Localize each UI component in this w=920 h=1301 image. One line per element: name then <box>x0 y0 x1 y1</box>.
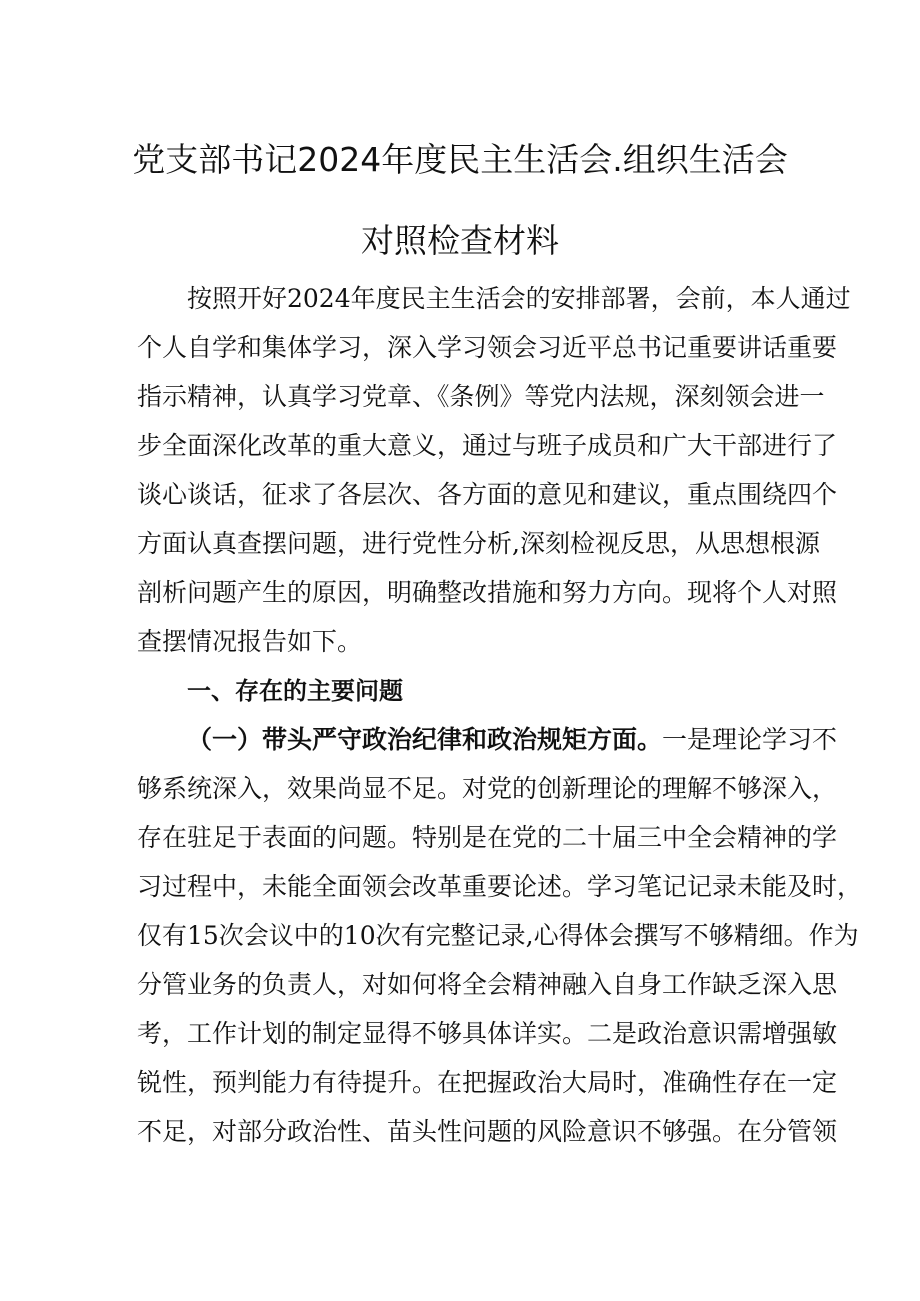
subsection-first-line-rest: 一是理论学习不 <box>662 725 838 754</box>
intro-line: 查摆情况报告如下。 <box>137 627 363 656</box>
intro-line: 步全面深化改革的重大意义，通过与班子成员和广大干部进行了 <box>137 431 838 460</box>
body-line: 分管业务的负责人，对如何将全会精神融入自身工作缺乏深入思 <box>137 970 838 999</box>
section-heading: 一、存在的主要问题 <box>187 677 403 705</box>
intro-line: 指示精神，认真学习党章、《条例》等党内法规，深刻领会进一 <box>137 382 825 411</box>
document-title-line-2: 对照检查材料 <box>361 221 559 260</box>
body-line: 习过程中，未能全面领会改革重要论述。学习笔记记录未能及时， <box>137 872 863 901</box>
body-line: 存在驻足于表面的问题。特别是在党的二十届三中全会精神的学 <box>137 823 838 852</box>
body-line: 锐性，预判能力有待提升。在把握政治大局时，准确性存在一定 <box>137 1068 838 1097</box>
intro-line: 按照开好2024年度民主生活会的安排部署，会前，本人通过 <box>187 284 851 313</box>
subsection-lead: （一）带头严守政治纪律和政治规矩方面。 <box>187 725 663 754</box>
document-title-line-1: 党支部书记2024年度民主生活会.组织生活会 <box>132 140 788 179</box>
subsection-first-line <box>187 722 838 758</box>
intro-line: 谈心谈话，征求了各层次、各方面的意见和建议，重点围绕四个 <box>137 480 838 509</box>
body-line: 够系统深入，效果尚显不足。对党的创新理论的理解不够深入， <box>137 774 838 803</box>
body-line: 仅有15次会议中的10次有完整记录,心得体会撰写不够精细。作为 <box>137 921 859 950</box>
body-line: 不足，对部分政治性、苗头性问题的风险意识不够强。在分管领 <box>137 1117 838 1146</box>
body-line: 考，工作计划的制定显得不够具体详实。二是政治意识需增强敏 <box>137 1019 838 1048</box>
intro-line: 剖析问题产生的原因，明确整改措施和努力方向。现将个人对照 <box>137 578 838 607</box>
intro-line: 个人自学和集体学习，深入学习领会习近平总书记重要讲话重要 <box>137 333 838 362</box>
intro-line: 方面认真查摆问题，进行党性分析,深刻检视反思，从思想根源 <box>137 529 820 558</box>
